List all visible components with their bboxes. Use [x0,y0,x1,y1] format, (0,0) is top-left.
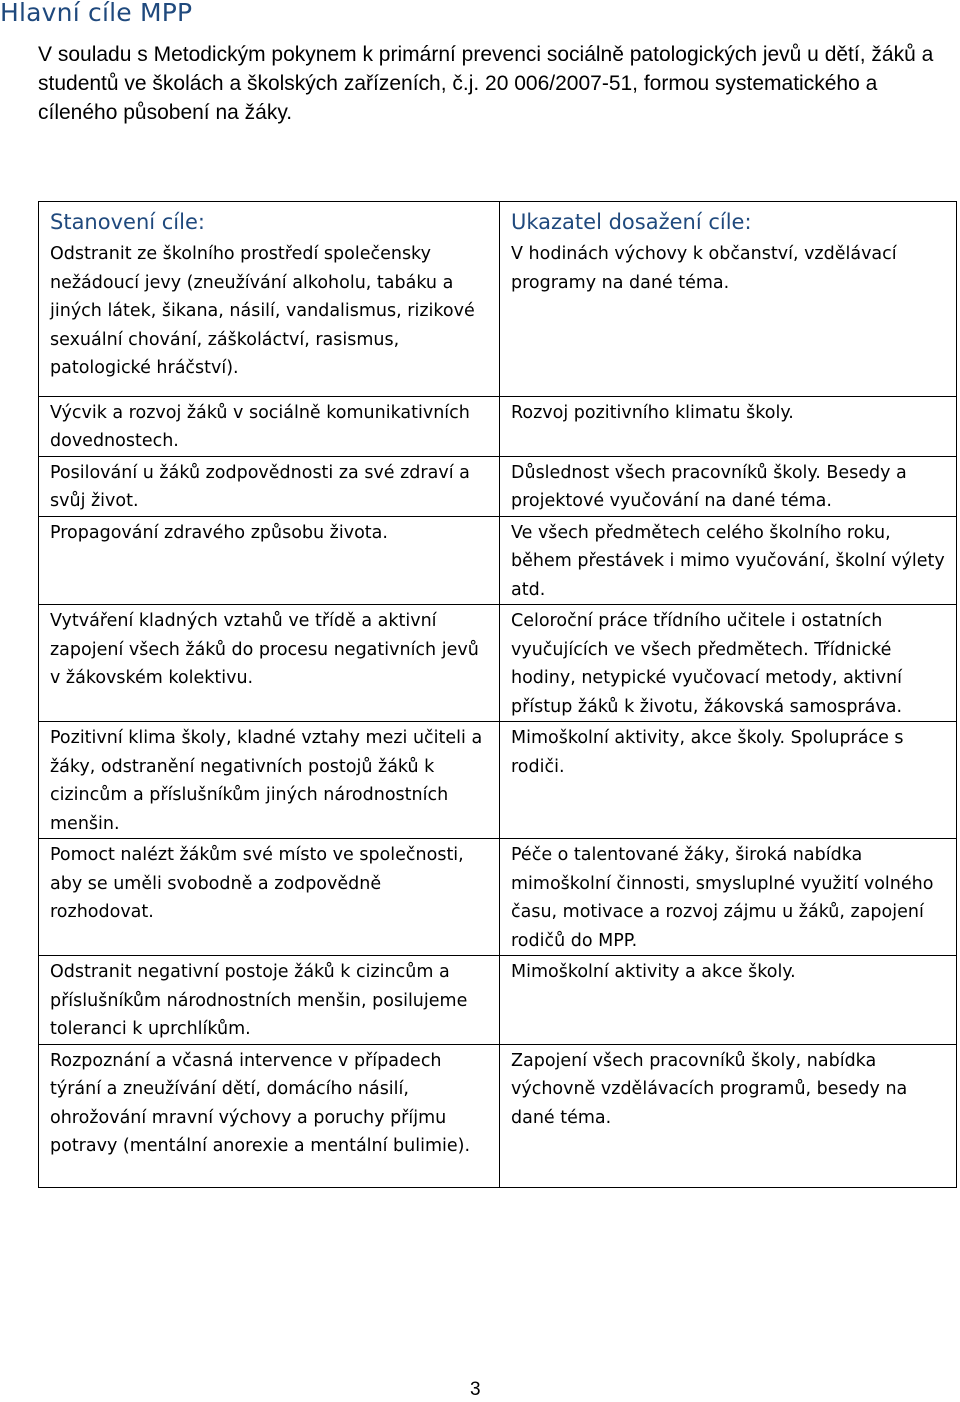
table-row [39,456,957,516]
table-row [39,839,957,956]
indicator-cell: Ve všech předmětech celého školního roku, během přestávek i mimo vyučování, školní výlety atd. [500,516,957,605]
page-heading: Hlavní cíle MPP [0,0,193,27]
indicator-cell: Mimoškolní aktivity a akce školy. [500,956,957,1045]
intro-paragraph: V souladu s Metodickým pokynem k primární prevenci sociálně patologických jevů u dětí, žáků a studentů ve školách a školských zařízeních, č.j. 20 006/2007-51, formou systematického a cíleného působení na žáky. [38,43,934,124]
table-row [39,605,957,722]
table-row [39,722,957,839]
indicator-cell: V hodinách výchovy k občanství, vzdělávací programy na dané téma. [500,238,957,396]
page-number: 3 [470,1379,481,1400]
goal-cell: Odstranit negativní postoje žáků k cizincům a příslušníkům národnostních menšin, posilujeme toleranci k uprchlíkům. [39,956,500,1045]
goal-cell: Pomoct nalézt žákům své místo ve společnosti, aby se uměli svobodně a zodpovědně rozhodovat. [39,839,500,956]
goal-cell: Rozpoznání a včasná intervence v případech týrání a zneužívání dětí, domácího násilí, ohrožování mravní výchovy a poruchy příjmu potravy (mentální anorexie a mentální bulimie). [39,1044,500,1187]
indicator-cell: Rozvoj pozitivního klimatu školy. [500,396,957,456]
goal-cell: Propagování zdravého způsobu života. [39,516,500,605]
table-header-row [39,202,957,239]
table-row [39,516,957,605]
goal-cell: Pozitivní klima školy, kladné vztahy mezi učiteli a žáky, odstranění negativních postojů žáků k cizincům a příslušníkům jiných národnostních menšin. [39,722,500,839]
table-row [39,238,957,396]
indicator-cell: Mimoškolní aktivity, akce školy. Spolupráce s rodiči. [500,722,957,839]
goals-table [38,201,957,1188]
header-indicator: Ukazatel dosažení cíle: [500,202,957,239]
goal-cell: Odstranit ze školního prostředí společensky nežádoucí jevy (zneužívání alkoholu, tabáku a jiných látek, šikana, násilí, vandalismus, rizikové sexuální chování, záškoláctví, rasismus, patologické hráčství). [39,238,500,396]
table-row [39,956,957,1045]
table-row [39,1044,957,1187]
header-goal: Stanovení cíle: [39,202,500,239]
table-row [39,396,957,456]
indicator-cell: Důslednost všech pracovníků školy. Besedy a projektové vyučování na dané téma. [500,456,957,516]
indicator-cell: Péče o talentované žáky, široká nabídka mimoškolní činnosti, smysluplné využití volného času, motivace a rozvoj zájmu u žáků, zapojení rodičů do MPP. [500,839,957,956]
goal-cell: Vytváření kladných vztahů ve třídě a aktivní zapojení všech žáků do procesu negativních jevů v žákovském kolektivu. [39,605,500,722]
goal-cell: Posilování u žáků zodpovědnosti za své zdraví a svůj život. [39,456,500,516]
goal-cell: Výcvik a rozvoj žáků v sociálně komunikativních dovednostech. [39,396,500,456]
indicator-cell: Zapojení všech pracovníků školy, nabídka výchovně vzdělávacích programů, besedy na dané téma. [500,1044,957,1187]
indicator-cell: Celoroční práce třídního učitele i ostatních vyučujících ve všech předmětech. Třídnické hodiny, netypické vyučovací metody, aktivní přístup žáků k životu, žákovská samospráva. [500,605,957,722]
